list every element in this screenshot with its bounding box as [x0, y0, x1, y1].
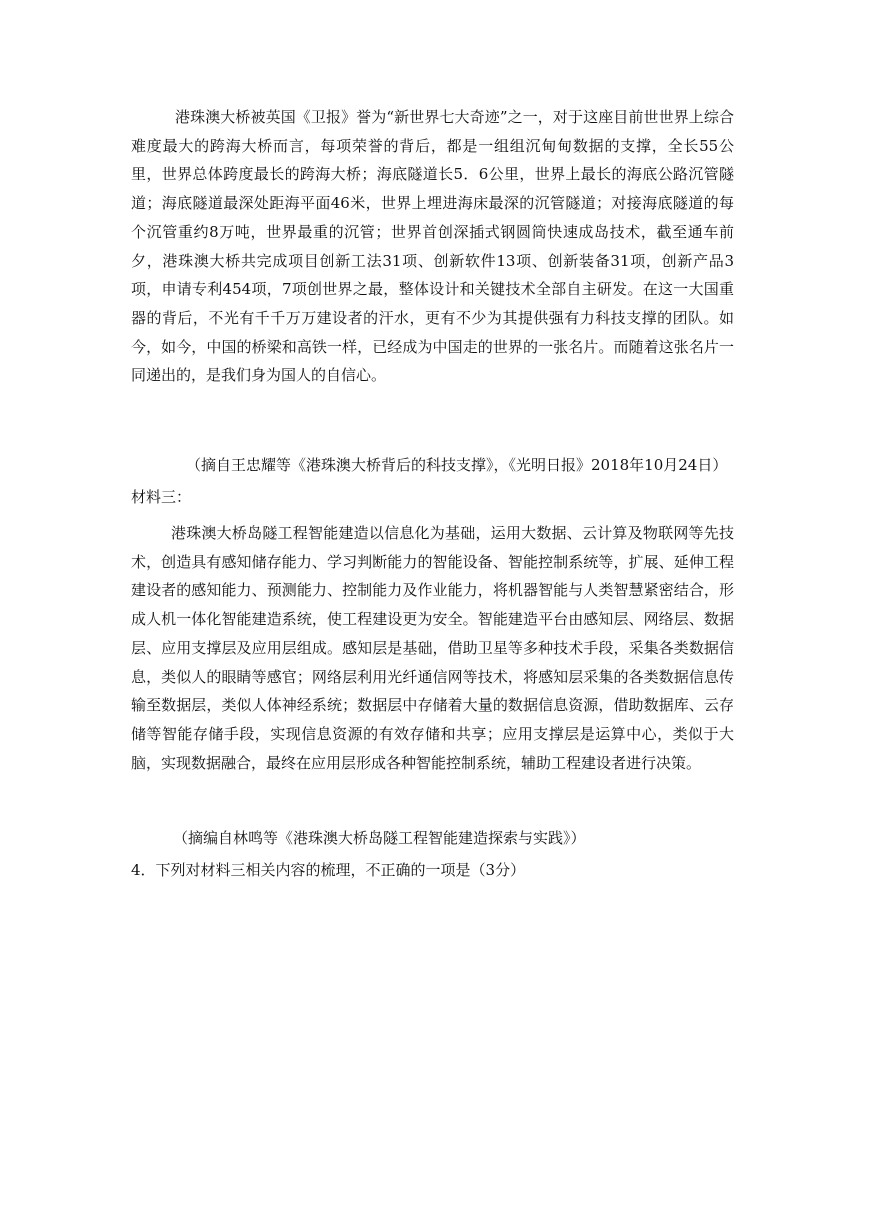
material-two-source-citation: （摘自王忠耀等《港珠澳大桥背后的科技支撑》，《光明日报》2018年10月24日） [186, 456, 728, 474]
material-three-paragraph: 港珠澳大桥岛隧工程智能建造以信息化为基础，运用大数据、云计算及物联网等先技术，创造具有感知储存能力、学习判断能力的智能设备、智能控制系统等，扩展、延伸工程建设者的感知能力、预测能力、控制能力及作业能力，将机器智能与人类智慧紧密结合，形成人机一体化智能建造系统，使工程建设更为安全。智能建造平台由感知层、网络层、数据层、应用支撑层及应用层组成。感知层是基础，借助卫星等多种技术手段，采集各类数据信息，类似人的眼睛等感官；网络层利用光纤通信网等技术，将感知层采集的各类数据信息传输至数据层，类似人体神经系统；数据层中存储着大量的数据信息资源，借助数据库、云存储等智能存储手段，实现信息资源的有效存储和共享；应用支撑层是运算中心，类似于大脑，实现数据融合，最终在应用层形成各种智能控制系统，辅助工程建设者进行决策。 [131, 524, 734, 772]
material-two-paragraph: 港珠澳大桥被英国《卫报》誉为“新世界七大奇迹”之一，对于这座目前世世界上综合难度最大的跨海大桥而言，每项荣誉的背后，都是一组组沉甸甸数据的支撑，全长55公里，世界总体跨度最长的跨海大桥；海底隧道长5．6公里，世界上最长的海底公路沉管隧道；海底隧道最深处距海平面46米，世界上埋进海床最深的沉管隧道；对接海底隧道的每个沉管重约8万吨，世界最重的沉管；世界首创深插式钢圆筒快速成岛技术，截至通车前夕，港珠澳大桥共完成项目创新工法31项、创新软件13项、创新装备31项，创新产品3项，申请专利454项，7项创世界之最，整体设计和关键技术全部自主研发。在这一大国重器的背后，不光有千千万万建设者的汗水，更有不少为其提供强有力科技支撑的团队。如今，如今，中国的桥梁和高铁一样，已经成为中国走的世界的一张名片。而随着这张名片一同递出的，是我们身为国人的自信心。 [131, 108, 734, 385]
question-four-stem: 4．下列对材料三相关内容的梳理，不正确的一项是（3分） [131, 861, 526, 879]
material-three-heading: 材料三： [131, 488, 192, 506]
material-three-source-citation: （摘编自林鸣等《港珠澳大桥岛隧工程智能建造探索与实践》） [173, 829, 586, 847]
